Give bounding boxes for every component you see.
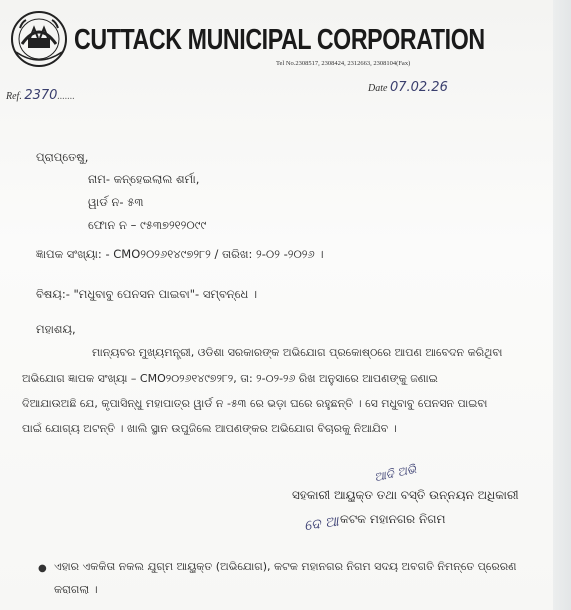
- signature-scribble: ଆଦି ଅଭି: [372, 461, 418, 485]
- body-line-2: ଅଭିଯୋଗ ଜ୍ଞାପକ ସଂଖ୍ୟା – CMO୨୦୨୬୧୪୯୭୨୮୨, ତା: ୨-୦୨-୨୬ ରିଖ ଅନୁସାରେ ଆପଣଙ୍କୁ ଜଣାଇ: [22, 372, 438, 385]
- signature-designation: ସହକାରୀ ଆୟୁକ୍ତ ତଥା ବସ୍ତି ଉନ୍ନୟନ ଅଧିକାରୀ: [292, 488, 519, 502]
- recipient-phone: ଫୋନ ନ – ୯୫୩୭୨୧୨୦୯୯: [88, 218, 207, 232]
- body-line-1: ମାନ୍ୟବର ମୁଖ୍ୟମନ୍ତ୍ରୀ, ଓଡିଶା ସରକାରଙ୍କ ଅଭିଯୋଗ ପ୍ରକୋଷ୍ଠରେ ଆପଣ ଆବେଦନ କରିଥିବା: [92, 346, 503, 359]
- signature-office: କଟକ ମହାନଗର ନିଗମ: [340, 512, 446, 526]
- copy-note-line-2: କରାଗଲା ।: [54, 583, 98, 596]
- org-title: CUTTACK MUNICIPAL CORPORATION: [74, 24, 485, 56]
- bullet-dot: ●: [38, 563, 47, 574]
- reference: Ref. 2370.......: [6, 88, 75, 103]
- date-value: 07.02.26: [389, 80, 448, 95]
- recipient-name: ନାମ- କନ୍ହେଇଲାଲ ଶର୍ମା,: [88, 172, 200, 186]
- copy-note-line-1: ଏହାର ଏକକିତା ନକଲ ଯୁଗ୍ମ ଆୟୁକ୍ତ (ଅଭିଯୋଗ), କଟକ ମହାନଗର ନିଗମ ସଦୟ ଅବଗତି ନିମନ୍ତେ ପ୍ରେରଣ: [54, 560, 517, 573]
- memo-line: ଜ୍ଞାପକ ସଂଖ୍ୟା: - CMO୨୦୨୬୧୪୯୭୨୮୨ / ତାରିଖ: ୨-୦୨ -୨୦୨୬ ।: [36, 247, 324, 261]
- body-line-3: ଦିଆଯାଉଅଛି ଯେ, କୃପାସିନ୍ଧୁ ମହାପାତ୍ର ୱାର୍ଡ ନ -୫୩ ରେ ଭଡ଼ା ଘରେ ରହୁଛନ୍ତି । ସେ ମଧୁବାବୁ ପେନସନ ପାଇବା: [22, 397, 488, 410]
- recipient-ward: ୱାର୍ଡ ନ- ୫୩: [88, 195, 144, 209]
- date-label: Date: [368, 83, 388, 94]
- ref-label: Ref.: [6, 91, 22, 102]
- ref-number: 2370: [24, 88, 58, 103]
- body-line-4: ପାଇଁ ଯୋଗ୍ୟ ଅଟନ୍ତି । ଖାଲି ସ୍ଥାନ ଉପୁଜିଲେ ଆପଣଙ୍କର ଅଭିଯୋଗ ବିଚାରକୁ ନିଆଯିବ ।: [22, 422, 397, 435]
- salutation: ମହାଶୟ,: [36, 322, 76, 336]
- signature-initial: ଦେ ଆ: [303, 513, 340, 535]
- page-edge: [553, 0, 571, 610]
- date: [368, 80, 448, 95]
- cmc-logo: [8, 8, 70, 70]
- telephone-line: Tel No.2308517, 2308424, 2312663, 2308104(Fax): [276, 60, 411, 67]
- recipient-to: ପ୍ରାପ୍ତେଷୁ,: [36, 150, 89, 164]
- subject-line: ବିଷୟ:- "ମଧୁବାବୁ ପେନସନ ପାଇବା"- ସମ୍ବନ୍ଧେ ।: [36, 287, 258, 301]
